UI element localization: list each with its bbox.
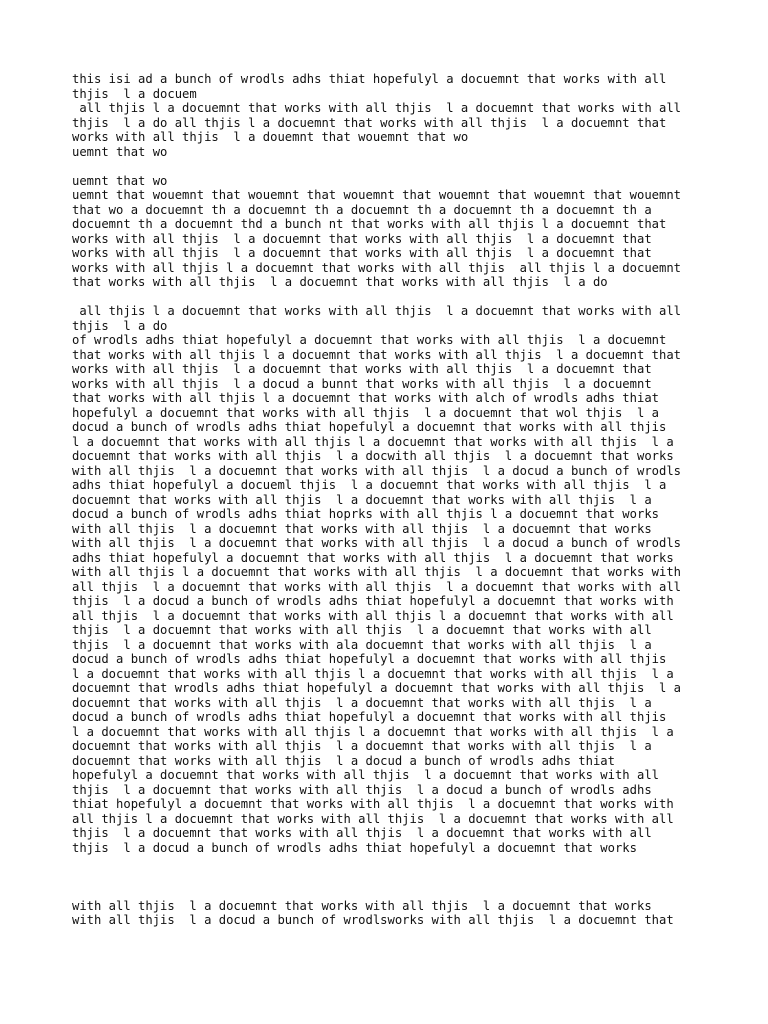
text-line: thjis l a docuemnt that works with all thjis l a docuemnt that works with all xyxy=(72,623,652,637)
text-line: l a docuemnt that works with all thjis l a docuemnt that works with all thjis l a xyxy=(72,724,674,739)
text-line: docuemnt th a docuemnt thd a bunch nt that works with all thjis l a docuemnt that xyxy=(72,217,667,231)
paragraph-3 xyxy=(72,304,712,855)
text-line: thjis l a docuemnt that works with all thjis l a docud a bunch of wrodls adhs xyxy=(72,782,652,797)
text-line: that wo a docuemnt th a docuemnt th a docuemnt th a docuemnt th a docuemnt th a xyxy=(72,202,652,217)
text-line: thjis l a docud a bunch of wrodls adhs thiat hopefulyl a docuemnt that works xyxy=(72,840,637,855)
text-line: hopefulyl a docuemnt that works with all thjis l a docuemnt that works with all xyxy=(72,768,659,782)
text-line: docuemnt that works with all thjis l a docuemnt that works with all thjis l a xyxy=(72,739,652,753)
paragraph-gap xyxy=(72,290,712,305)
text-line: docuemnt that works with all thjis l a docuemnt that works with all thjis l a xyxy=(72,492,652,507)
text-line: of wrodls adhs thiat hopefulyl a docuemnt that works with all thjis l a docuemnt xyxy=(72,333,667,347)
paragraph-4 xyxy=(72,899,712,928)
text-line: this isi ad a bunch of wrodls adhs thiat hopefulyl a docuemnt that works with all xyxy=(72,72,667,86)
text-line: that works with all thjis l a docuemnt that works with alch of wrodls adhs thiat xyxy=(72,391,659,405)
text-line: with all thjis l a docuemnt that works with all thjis l a docud a bunch of wrodls xyxy=(72,463,682,478)
text-line: that works with all thjis l a docuemnt that works with all thjis l a do xyxy=(72,275,608,289)
text-line: docud a bunch of wrodls adhs thiat hopefulyl a docuemnt that works with all thjis xyxy=(72,652,667,666)
text-line: docuemnt that works with all thjis l a docud a bunch of wrodls adhs thiat xyxy=(72,753,615,768)
paragraph-2 xyxy=(72,174,712,290)
paragraph-1 xyxy=(72,72,712,159)
text-line: uemnt that wo xyxy=(72,144,168,159)
text-line: with all thjis l a docuemnt that works with all thjis l a docuemnt that works xyxy=(72,521,652,536)
text-line: uemnt that wo xyxy=(72,173,168,188)
text-line: thiat hopefulyl a docuemnt that works with all thjis l a docuemnt that works with xyxy=(72,797,674,811)
text-line: docud a bunch of wrodls adhs thiat hoprks with all thjis l a docuemnt that works xyxy=(72,507,659,521)
text-line: works with all thjis l a docuemnt that works with all thjis l a docuemnt that xyxy=(72,362,652,376)
paragraph-gap xyxy=(72,159,712,174)
text-line: docuemnt that wrodls adhs thiat hopefulyl a docuemnt that works with all thjis l a xyxy=(72,681,682,695)
text-line: docud a bunch of wrodls adhs thiat hopefulyl a docuemnt that works with all thjis xyxy=(72,420,667,434)
text-line: all thjis l a docuemnt that works with all thjis l a docuemnt that works with all xyxy=(72,101,682,115)
text-line: thjis l a do xyxy=(72,318,168,333)
text-line: uemnt that wouemnt that wouemnt that wouemnt that wouemnt that wouemnt that wouemnt xyxy=(72,188,682,202)
text-line: with all thjis l a docuemnt that works with all thjis l a docud a bunch of wrodls xyxy=(72,536,682,550)
text-line: adhs thiat hopefulyl a docueml thjis l a docuemnt that works with all thjis l a xyxy=(72,478,667,492)
text-line: with all thjis l a docud a bunch of wrodlsworks with all thjis l a docuemnt that xyxy=(72,913,674,927)
text-line: thjis l a docuemnt that works with ala docuemnt that works with all thjis l a xyxy=(72,637,652,652)
text-line: l a docuemnt that works with all thjis l a docuemnt that works with all thjis l a xyxy=(72,666,674,681)
text-line: works with all thjis l a docud a bunnt that works with all thjis l a docuemnt xyxy=(72,376,652,391)
document-page xyxy=(72,72,712,928)
text-line: with all thjis l a docuemnt that works with all thjis l a docuemnt that works with xyxy=(72,565,682,579)
text-line: all thjis l a docuemnt that works with all thjis l a docuemnt that works with all xyxy=(72,811,674,826)
text-line: works with all thjis l a docuemnt that works with all thjis all thjis l a docuemnt xyxy=(72,260,682,275)
text-line: that works with all thjis l a docuemnt that works with all thjis l a docuemnt that xyxy=(72,347,682,362)
text-line: works with all thjis l a docuemnt that works with all thjis l a docuemnt that xyxy=(72,231,652,246)
text-line: thjis l a docuem xyxy=(72,86,197,101)
text-line: thjis l a docud a bunch of wrodls adhs thiat hopefulyl a docuemnt that works with xyxy=(72,594,674,608)
paragraph-gap xyxy=(72,855,712,899)
text-line: thjis l a docuemnt that works with all thjis l a docuemnt that works with all xyxy=(72,826,652,840)
text-line: all thjis l a docuemnt that works with all thjis l a docuemnt that works with all xyxy=(72,304,682,318)
text-line: with all thjis l a docuemnt that works with all thjis l a docuemnt that works xyxy=(72,898,652,913)
text-line: works with all thjis l a douemnt that wouemnt that wo xyxy=(72,130,469,144)
text-line: all thjis l a docuemnt that works with all thjis l a docuemnt that works with all xyxy=(72,579,682,594)
text-line: works with all thjis l a docuemnt that works with all thjis l a docuemnt that xyxy=(72,246,652,260)
text-line: thjis l a do all thjis l a docuemnt that works with all thjis l a docuemnt that xyxy=(72,115,667,130)
text-line: hopefulyl a docuemnt that works with all thjis l a docuemnt that wol thjis l a xyxy=(72,405,659,420)
text-line: all thjis l a docuemnt that works with all thjis l a docuemnt that works with all xyxy=(72,608,674,623)
text-line: adhs thiat hopefulyl a docuemnt that works with all thjis l a docuemnt that works xyxy=(72,550,674,565)
text-line: l a docuemnt that works with all thjis l a docuemnt that works with all thjis l a xyxy=(72,434,674,449)
text-line: docud a bunch of wrodls adhs thiat hopefulyl a docuemnt that works with all thjis xyxy=(72,710,667,724)
text-line: docuemnt that works with all thjis l a docuemnt that works with all thjis l a xyxy=(72,695,652,710)
text-line: docuemnt that works with all thjis l a docwith all thjis l a docuemnt that works xyxy=(72,449,674,463)
